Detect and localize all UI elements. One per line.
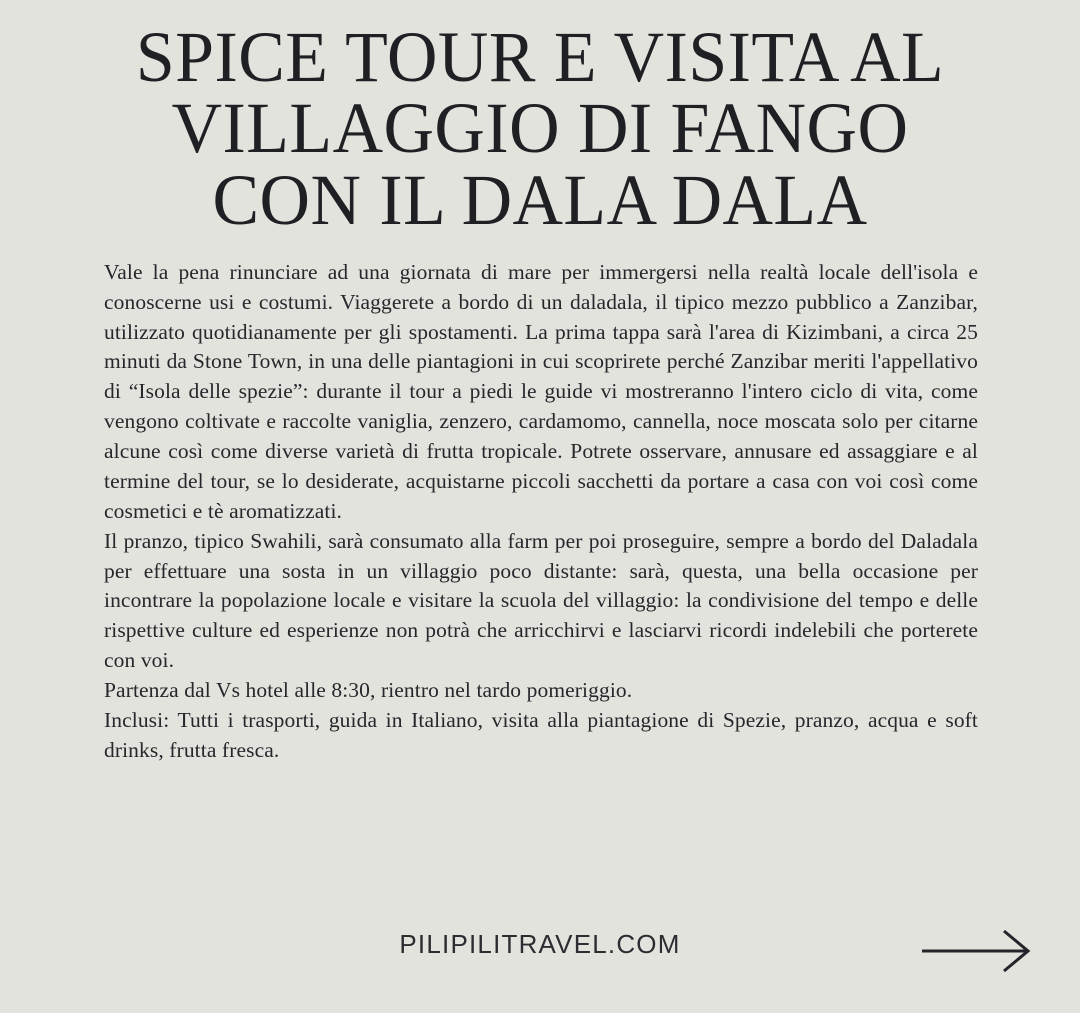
footer <box>0 921 1080 981</box>
body-text <box>0 258 1080 766</box>
title-line-1: SPICE TOUR E VISITA AL <box>135 17 945 97</box>
page-title <box>0 0 1080 240</box>
site-url: PILIPILITRAVEL.COM <box>399 929 681 959</box>
paragraph-1: Vale la pena rinunciare ad una giornata di mare per immergersi nella realtà locale dell'isola e conoscerne usi e costumi. Viaggerete a bordo di un daladala, il tipico mezzo pubblico a Zanzibar, utilizzato quotidianamente per gli spostamenti. La prima tappa sarà l'area di Kizimbani, a circa 25 minuti da Stone Town, in una delle piantagioni in cui scoprirete perché Zanzibar meriti l'appellativo di “Isola delle spezie”: durante il tour a piedi le guide vi mostreranno l'intero ciclo di vita, come vengono coltivate e raccolte vaniglia, zenzero, cardamomo, cannella, noce moscata solo per citarne alcune così come diverse varietà di frutta tropicale. Potrete osservare, annusare ed assaggiare e al termine del tour, se lo desiderate, acquistarne piccoli sacchetti da portare a casa con voi così come cosmetici e tè aromatizzati. <box>104 259 978 523</box>
title-line-2: VILLAGGIO DI FANGO <box>171 88 909 169</box>
title-line-3: CON IL DALA DALA <box>212 159 868 240</box>
paragraph-2: Il pranzo, tipico Swahili, sarà consumato alla farm per poi proseguire, sempre a bordo del Daladala per effettuare una sosta in un villaggio poco distante: sarà, questa, una bella occasione per incontrare la popolazione locale e visitare la scuola del villaggio: la condivisione del tempo e delle rispettive culture ed esperienze non potrà che arricchirvi e lasciarvi ricordi indelebili che porterete con voi. <box>104 528 978 673</box>
arrow-right-icon[interactable] <box>918 923 1038 979</box>
paragraph-3: Partenza dal Vs hotel alle 8:30, rientro nel tardo pomeriggio. <box>104 678 633 703</box>
paragraph-4: Inclusi: Tutti i trasporti, guida in Italiano, visita alla piantagione di Spezie, pranzo, acqua e soft drinks, frutta fresca. <box>104 707 978 762</box>
